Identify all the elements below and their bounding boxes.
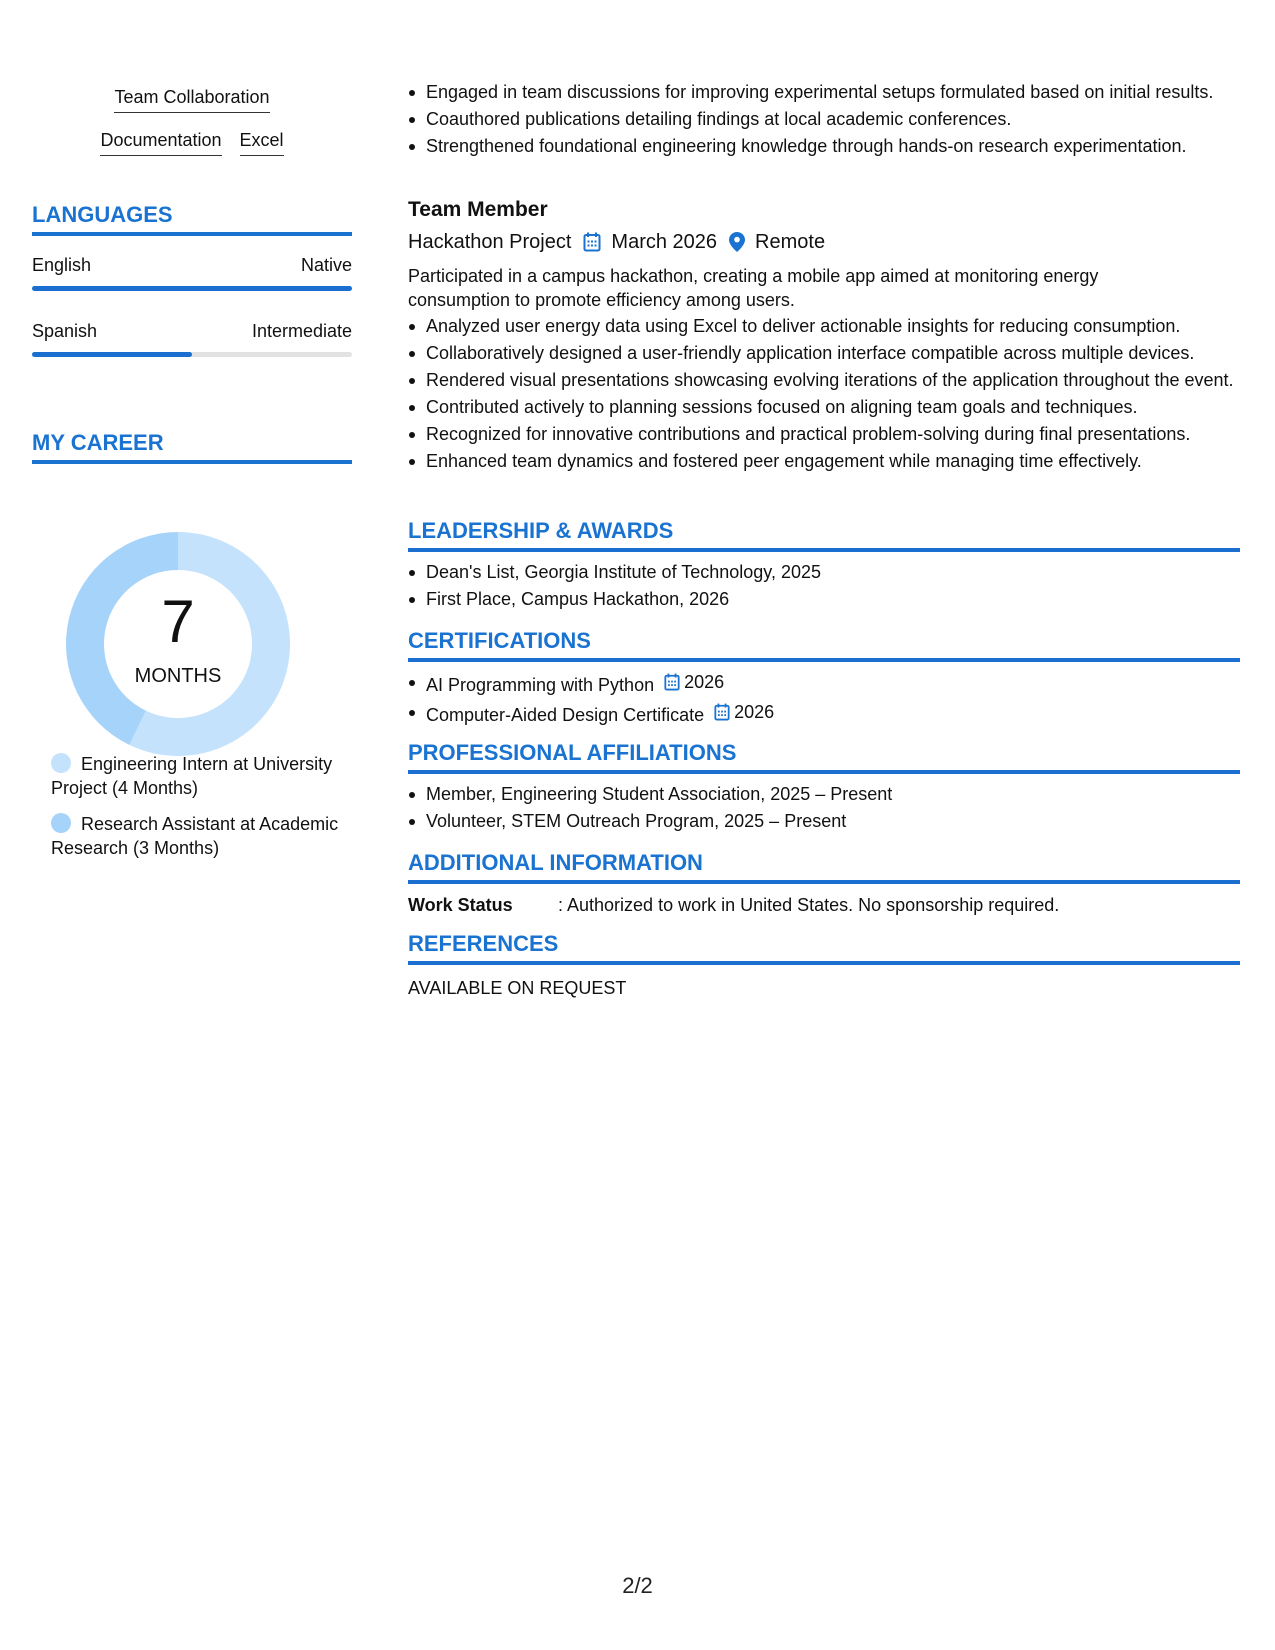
job-date: March 2026 [611,231,718,253]
language-bar [32,286,352,291]
language-name: English [32,255,92,275]
language-bar-fill [32,286,352,291]
skills-row [32,86,352,113]
legend-dot [51,753,71,773]
calendar-icon [714,703,730,721]
bullet-item: First Place, Campus Hackathon, 2026 [408,587,1240,611]
bullet-item: Member, Engineering Student Association, 2025 – Present [408,782,1240,806]
job-bullets [408,314,1240,476]
experience-bullets-prev [408,80,1240,161]
bullet-item: Enhanced team dynamics and fostered peer engagement while managing time effectively. [408,449,1240,473]
skills-list [32,86,352,172]
bullet-item: Collaboratively designed a user-friendly application interface compatible across multiple devices. [408,341,1240,365]
certification-name: Computer-Aided Design Certificate [426,705,705,725]
page-number: 2/2 [622,1573,653,1598]
certifications-list [408,670,1240,730]
bullet-item: Dean's List, Georgia Institute of Technology, 2025 [408,560,1240,584]
bullet-item: Strengthened foundational engineering knowledge through hands-on research experimentation. [408,134,1240,158]
language-item [32,254,352,291]
career-heading: MY CAREER [32,430,352,464]
career-legend-item [51,812,351,860]
job-location: Remote [755,231,826,253]
skill-tag: Excel [240,129,284,156]
certification-year: 2026 [734,702,775,722]
calendar-icon [664,673,680,691]
work-status [408,893,1059,917]
skill-tag: Team Collaboration [114,86,269,113]
certification-item [408,670,1240,697]
languages-heading: LANGUAGES [32,202,352,236]
job-description: Participated in a campus hackathon, creating a mobile app aimed at monitoring energy consumption to promote efficiency among users. [408,266,1099,310]
bullet-item: Rendered visual presentations showcasing evolving iterations of the application throughout the event. [408,368,1240,392]
career-donut-chart [66,532,290,756]
language-level: Native [300,255,352,275]
bullet-item: Analyzed user energy data using Excel to deliver actionable insights for reducing consumption. [408,314,1240,338]
bullet-item: Coauthored publications detailing findings at local academic conferences. [408,107,1240,131]
language-item [32,320,352,357]
career-total-value: 7 [161,588,195,655]
language-level: Intermediate [251,321,352,341]
language-bar [32,352,352,357]
skill-tag: Documentation [100,129,221,156]
language-name: Spanish [32,321,98,341]
job-company: Hackathon Project [408,231,572,253]
work-status-value: : Authorized to work in United States. No sponsorship required. [558,895,1060,915]
leadership-heading: LEADERSHIP & AWARDS [408,518,1240,552]
language-bar-fill [32,352,192,357]
bullet-item: Volunteer, STEM Outreach Program, 2025 – Present [408,809,1240,833]
skills-row [32,129,352,156]
affiliations-list [408,782,1240,836]
bullet-item: Contributed actively to planning sessions focused on aligning team goals and techniques. [408,395,1240,419]
career-total-unit: MONTHS [134,665,222,687]
leadership-list [408,560,1240,614]
references-heading: REFERENCES [408,931,1240,965]
references-text: AVAILABLE ON REQUEST [408,978,627,998]
certification-year: 2026 [684,672,725,692]
certification-item [408,700,1240,727]
bullet-item: Recognized for innovative contributions and practical problem-solving during final presentations. [408,422,1240,446]
work-status-label: Work Status [408,895,513,915]
affiliations-heading: PROFESSIONAL AFFILIATIONS [408,740,1240,774]
legend-label: Engineering Intern at University Project (4 Months) [51,754,333,798]
job-title: Team Member [408,198,548,221]
legend-dot [51,813,71,833]
bullet-item: Engaged in team discussions for improving experimental setups formulated based on initial results. [408,80,1240,104]
additional-info-heading: ADDITIONAL INFORMATION [408,850,1240,884]
job-meta [408,229,825,255]
calendar-icon [583,232,601,252]
legend-label: Research Assistant at Academic Research (3 Months) [51,814,339,858]
certification-name: AI Programming with Python [426,675,655,695]
career-legend-item [51,752,351,800]
location-pin-icon [729,232,745,252]
certifications-heading: CERTIFICATIONS [408,628,1240,662]
